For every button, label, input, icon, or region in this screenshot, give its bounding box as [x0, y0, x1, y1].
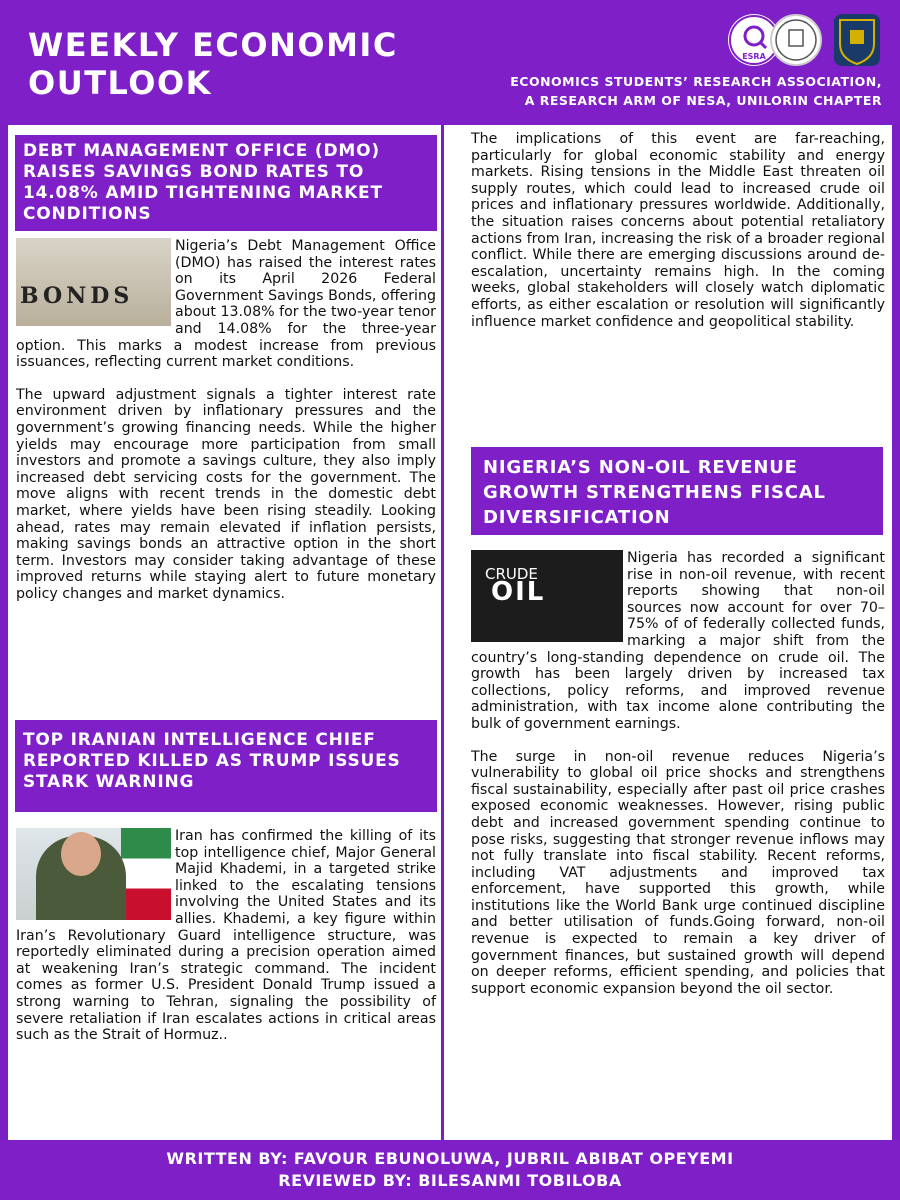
article-paragraph: The surge in non-oil revenue reduces Nigeria’s vulnerability to global oil price shocks and strengthens fiscal sustainability, especially after past oil price crashes exposed economic weaknesses. However, rising public debt and increased government spending continue to pose risks, suggesting that stronger revenue inflows may not fully translate into fiscal stability. Recent reforms, including VAT adjustments and improved tax enforcement, have supported this growth, while institutions like the World Bank urge continued discipline and better utilisation of funds.Going forward, non-oil revenue is expected to remain a key driver of government finances, but sustained growth will depend on deeper reforms, efficient spending, and policies that support economic expansion beyond the oil sector. — [471, 748, 885, 997]
nesa-logo-icon — [770, 14, 822, 66]
article-body-iran — [16, 828, 436, 1060]
article-body-iran-continued — [471, 131, 885, 346]
iran-flag-icon — [121, 828, 171, 920]
article-heading-iran: TOP IRANIAN INTELLIGENCE CHIEF REPORTED KILLED AS TRUMP ISSUES STARK WARNING — [15, 720, 437, 812]
article-heading-non-oil: NIGERIA’S NON-OIL REVENUE GROWTH STRENGTHENS FISCAL DIVERSIFICATION — [471, 447, 883, 535]
title-line-2: OUTLOOK — [28, 64, 212, 102]
crude-oil-image: CRUDE OIL — [471, 550, 623, 642]
bonds-image-label: BONDS — [20, 283, 134, 309]
header — [0, 0, 900, 125]
title-line-1: WEEKLY ECONOMIC — [28, 26, 398, 64]
article-body-non-oil — [471, 550, 885, 1013]
footer-credits — [0, 1140, 900, 1200]
content-page — [8, 125, 892, 1140]
article-paragraph: The implications of this event are far-reaching, particularly for global economic stability and energy markets. Rising tensions in the Middle East threaten oil supply routes, which could lead to increased crude oil prices and inflationary pressures worldwide. Additionally, the situation raises concerns about potential retaliatory actions from Iran, increasing the risk of a broader regional conflict. While there are emerging discussions around de-escalation, uncertainty remains high. In the coming weeks, global stakeholders will closely watch diplomatic efforts, as either escalation or resolution will significantly influence market confidence and geopolitical stability. — [471, 131, 885, 330]
page-title — [28, 26, 398, 102]
article-heading-dmo: DEBT MANAGEMENT OFFICE (DMO) RAISES SAVINGS BOND RATES TO 14.08% AMID TIGHTENING MARKET CONDITIONS — [15, 135, 437, 231]
written-by: WRITTEN BY: FAVOUR EBUNOLUWA, JUBRIL ABIBAT OPEYEMI — [166, 1149, 734, 1168]
article-paragraph: Nigeria’s Debt Management Office (DMO) has raised the interest rates on its April 2026 Federal Government Savings Bonds, offering about 13.08% for the two-year tenor and 14.08% for the three-year option. This marks a modest increase from previous issuances, reflecting current market conditions. — [16, 238, 436, 371]
svg-text:ESRA: ESRA — [742, 52, 766, 61]
intelligence-chief-photo — [16, 828, 171, 920]
left-column — [8, 125, 444, 1140]
right-column — [447, 125, 892, 1140]
bonds-image — [16, 238, 171, 326]
article-paragraph: Iran has confirmed the killing of its top intelligence chief, Major General Majid Khademi, in a targeted strike linked to the escalating tensions involving the United States and its allies. Khademi, a key figure within Iran’s Revolutionary Guard intelligence structure, was reportedly eliminated during a precision operation aimed at weakening Iran’s strategic command. The incident comes as former U.S. President Donald Trump issued a strong warning to Tehran, signaling the possibility of severe retaliation if Iran escalates actions in critical areas such as the Strait of Hormuz.. — [16, 828, 436, 1044]
article-paragraph: The upward adjustment signals a tighter interest rate environment driven by inflationary pressures and the government’s growing financing needs. While the higher yields may encourage more participation from small investors and promote a savings culture, they also imply increased debt servicing costs for the government. The move aligns with recent trends in the domestic debt market, where yields have been rising steadily. Looking ahead, rates may remain elevated if inflation persists, making savings bonds an attractive option in the short term. Investors may consider taking advantage of these improved returns while staying alert to future monetary policy changes and market dynamics. — [16, 386, 436, 602]
university-crest-icon — [834, 14, 880, 66]
article-paragraph: Nigeria has recorded a significant rise in non-oil revenue, with recent reports showing that non-oil sources now account for over 70–75% of of federally collected funds, marking a major shift from the country’s long-standing dependence on crude oil. The growth has been largely driven by increased tax collections, policy reforms, and improved revenue administration, with tax income alone contributing the bulk of government earnings. — [471, 550, 885, 732]
reviewed-by: REVIEWED BY: BILESANMI TOBILOBA — [278, 1171, 622, 1190]
article-body-dmo — [16, 238, 436, 618]
organization-name: ECONOMICS STUDENTS’ RESEARCH ASSOCIATION, A RESEARCH ARM OF NESA, UNILORIN CHAPTER — [510, 74, 882, 108]
